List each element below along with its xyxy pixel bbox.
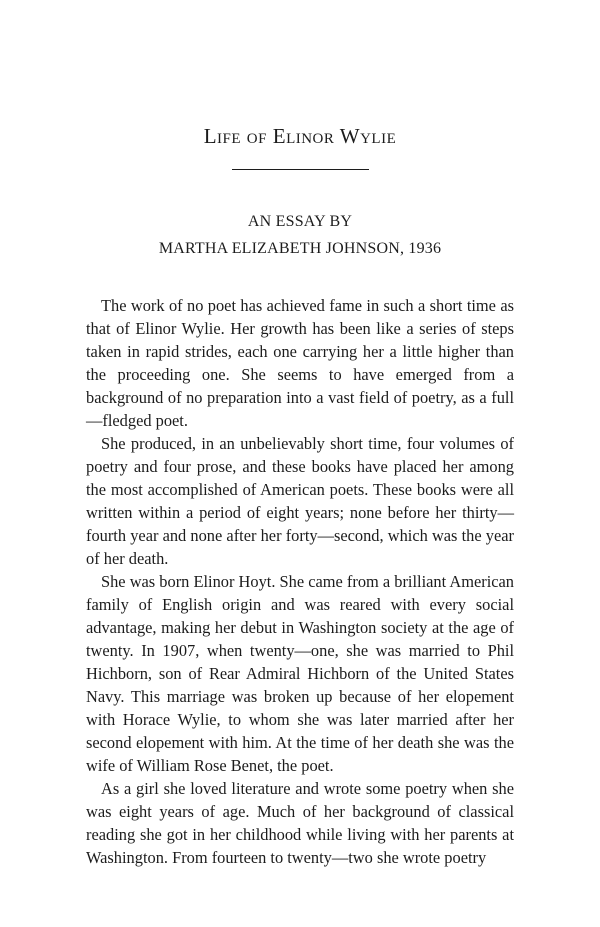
essay-body [86,294,514,869]
byline-line-1: AN ESSAY BY [247,213,353,230]
chapter-title: Life of Elinor Wylie [203,124,397,148]
paragraph: As a girl she loved literature and wrote some poetry when she was eight years of age. Much of her background of classical reading she got in her childhood while living with her parents at Washington. From fourteen to twenty—two she wrote poetry [86,779,514,867]
paragraph: She was born Elinor Hoyt. She came from a brilliant American family of English origin and was reared with every social advantage, making her debut in Washington society at the age of twenty. In 1907, when twenty—one, she was married to Phil Hichborn, son of Rear Admiral Hichborn of the United States Navy. This marriage was broken up because of her elopement with Horace Wylie, to whom she was later married after her second elopement with him. At the time of her death she was the wife of William Rose Benet, the poet. [86,572,514,775]
title-divider [232,169,369,170]
paragraph: She produced, in an unbelievably short time, four volumes of poetry and four prose, and these books have placed her among the most accomplished of American poets. These books were all written within a period of eight years; none before her thirty—fourth year and none after her forty—second, which was the year of her death. [86,434,514,568]
paragraph: The work of no poet has achieved fame in such a short time as that of Elinor Wylie. Her growth has been like a series of steps taken in rapid strides, each one carrying her a little higher than the proceeding one. She seems to have emerged from a background of no preparation into a vast field of poetry, as a full—fledged poet. [86,296,514,430]
byline-line-2: MARTHA ELIZABETH JOHNSON, 1936 [158,240,442,257]
byline [0,208,600,262]
